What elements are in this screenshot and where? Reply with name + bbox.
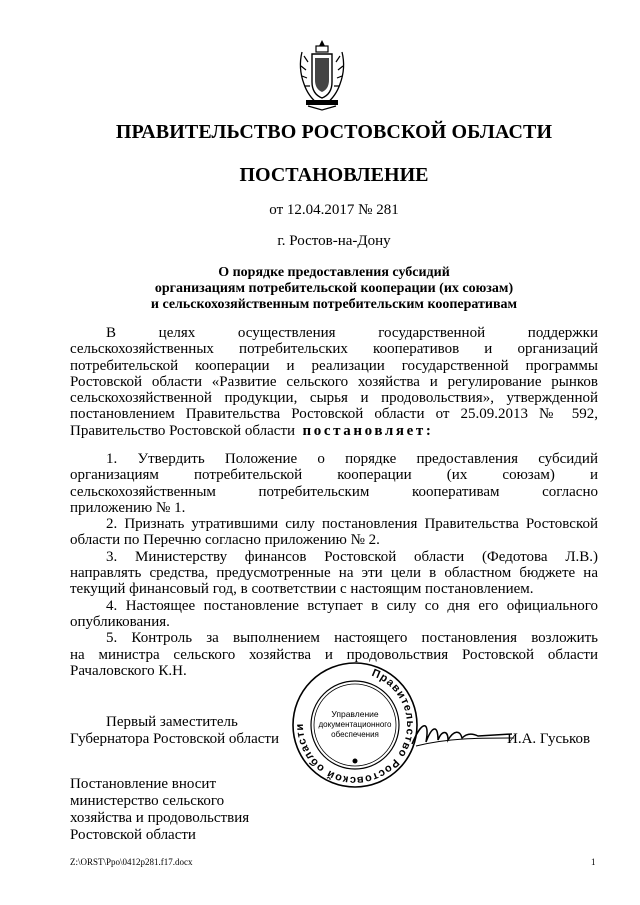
preamble-paragraph [70, 325, 598, 439]
svg-text:документационного: документационного [318, 720, 392, 729]
footer-file-path: Z:\ORST\Ppo\0412p281.f17.docx [70, 857, 193, 867]
official-seal [290, 660, 420, 790]
organization-title: ПРАВИТЕЛЬСТВО РОСТОВСКОЙ ОБЛАСТИ [115, 121, 553, 143]
handwritten-signature [408, 716, 518, 752]
preamble-last-text: Правительство Ростовской области [70, 422, 296, 439]
preamble-line: постановлением Правительства Ростовской области от 25.09.2013 № 592, [70, 406, 598, 423]
document-city: г. Ростов-на-Дону [277, 233, 391, 249]
intro-line: Постановление вносит [70, 776, 217, 792]
item-line: 5. Контроль за выполнением настоящего постановления возложить [106, 630, 598, 647]
signatory-name: И.А. Гуськов [507, 731, 591, 747]
svg-text:Управление: Управление [331, 709, 379, 719]
document-type-title: ПОСТАНОВЛЕНИЕ [239, 164, 429, 186]
item-line: текущий финансовый год, в соответствии с настоящим постановлением. [70, 581, 534, 598]
item-line: 3. Министерству финансов Ростовской области (Федотова Л.В.) [106, 548, 598, 565]
signatory-position [70, 714, 279, 748]
preamble-line [70, 423, 598, 439]
item-line: 2. Признать утратившими силу постановления Правительства Ростовской [106, 516, 598, 533]
item-line: организациям потребительской кооперации (их союзам) и [70, 467, 598, 484]
svg-text:Правительство Ростовской облас: Правительство Ростовской области [293, 667, 417, 787]
subject-line: организациям потребительской кооперации (их союзам) [154, 281, 514, 296]
intro-line: Ростовской области [70, 827, 196, 843]
introduced-by-note [70, 776, 249, 844]
item-line: сельскохозяйственным потребительским кооперативам согласно [70, 483, 598, 500]
list-item [70, 598, 598, 631]
resolves-word: постановляет: [302, 422, 434, 439]
list-item [70, 516, 598, 549]
intro-line: хозяйства и продовольствия [70, 810, 250, 826]
subject-line: О порядке предоставления субсидий [218, 265, 450, 280]
intro-line: министерство сельского [70, 793, 225, 809]
item-line: приложению № 1. [70, 499, 186, 516]
document-date-number: от 12.04.2017 № 281 [269, 202, 399, 218]
position-line: Губернатора Ростовской области [70, 731, 280, 747]
preamble-line: сельскохозяйственной продукции, сырья и продовольствия», утвержденной [70, 390, 598, 407]
item-line: области по Перечню согласно приложению № 2. [70, 532, 380, 549]
preamble-line: потребительской кооперации и реализации государственной программы [70, 357, 598, 374]
item-line: направлять средства, предусмотренные на эти цели в областном бюджете на [70, 565, 598, 582]
items-list [70, 451, 598, 679]
preamble-line: сельскохозяйственных потребительских кооперативов и организаций [70, 341, 598, 358]
svg-text:обеспечения: обеспечения [331, 730, 379, 739]
item-line: 1. Утвердить Положение о порядке предоставления субсидий [106, 451, 598, 467]
item-line: на министра сельского хозяйства и продовольствия Ростовской области [70, 646, 598, 663]
list-item [70, 549, 598, 598]
document-subject [70, 265, 598, 313]
item-line: Рачаловского К.Н. [70, 662, 187, 679]
position-line: Первый заместитель [106, 714, 238, 730]
coat-of-arms-icon [296, 38, 348, 112]
item-line: 4. Настоящее постановление вступает в силу со дня его официального [106, 597, 598, 614]
item-line: опубликования. [70, 613, 170, 630]
subject-line: и сельскохозяйственным потребительским кооперативам [150, 297, 518, 312]
page-number: 1 [591, 857, 596, 867]
preamble-line: В целях осуществления государственной поддержки [106, 325, 598, 341]
list-item [70, 451, 598, 516]
preamble-line: Ростовской области «Развитие сельского хозяйства и регулирование рынков [70, 373, 598, 390]
